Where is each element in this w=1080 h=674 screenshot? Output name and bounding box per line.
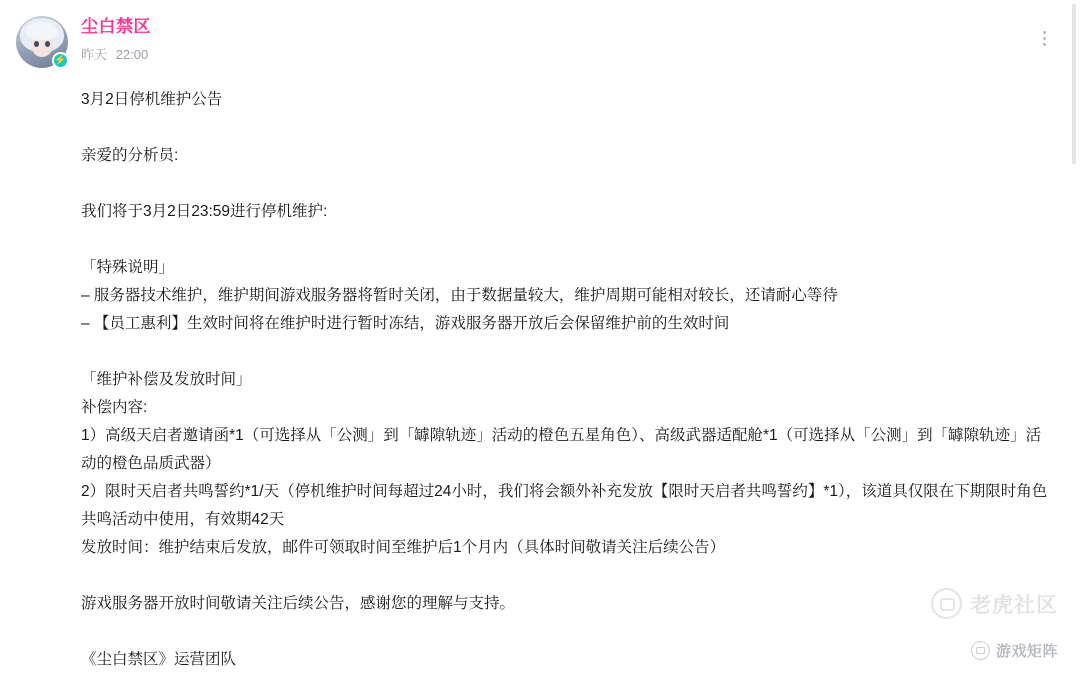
more-dot-3 <box>1043 43 1046 46</box>
more-options-icon[interactable] <box>1034 26 1054 50</box>
post-header-text <box>81 14 1056 64</box>
author-name[interactable]: 尘白禁区 <box>81 17 151 36</box>
post-paragraph-spacer <box>81 226 1056 254</box>
post-paragraph: 1）高级天启者邀请函*1（可选择从「公测」到「罅隙轨迹」活动的橙色五星角色）、高级武器适配舱*1（可选择从「公测」到「罅隙轨迹」活动的橙色品质武器） <box>81 427 1042 472</box>
post-paragraph: 「特殊说明」 <box>81 259 175 276</box>
post-paragraph: 补偿内容: <box>81 399 148 416</box>
watermark-secondary-label: 游戏矩阵 <box>995 643 1058 660</box>
avatar[interactable] <box>16 16 68 68</box>
post-meta <box>81 46 1056 64</box>
post-date: 昨天 <box>81 47 108 62</box>
avatar-bangs-shape <box>26 22 58 40</box>
more-dot-1 <box>1043 31 1046 34</box>
post-paragraph-spacer <box>81 114 1056 142</box>
post-paragraph-spacer <box>81 170 1056 198</box>
post-paragraph: 游戏服务器开放时间敬请关注后续公告，感谢您的理解与支持。 <box>81 595 516 612</box>
post-paragraph: 发放时间：维护结束后发放，邮件可领取时间至维护后1个月内（具体时间敬请关注后续公告） <box>81 539 726 556</box>
post-paragraph: – 服务器技术维护，维护期间游戏服务器将暂时关闭，由于数据量较大，维护周期可能相对较长，还请耐心等待 <box>81 287 838 304</box>
post-paragraph: 亲爱的分析员: <box>81 147 179 164</box>
avatar-eye-left-shape <box>34 41 39 47</box>
scrollbar-track[interactable] <box>1074 0 1078 671</box>
post-paragraph: 3月2日停机维护公告 <box>81 91 223 108</box>
post-paragraph: 2）限时天启者共鸣誓约*1/天（停机维护时间每超过24小时，我们将会额外补充发放【限时天启者共鸣誓约】*1），该道具仅限在下期限时角色共鸣活动中使用，有效期42天 <box>81 483 1048 528</box>
scrollbar-thumb[interactable] <box>1072 4 1076 164</box>
post-body <box>81 86 1056 674</box>
post-paragraph: – 【员工惠利】生效时间将在维护时进行暂时冻结，游戏服务器开放后会保留维护前的生效时间 <box>81 315 730 332</box>
avatar-eye-right-shape <box>45 41 50 47</box>
post-paragraph: 我们将于3月2日23:59进行停机维护: <box>81 203 328 220</box>
post-paragraph: 「维护补偿及发放时间」 <box>81 371 252 388</box>
post-paragraph-spacer <box>81 618 1056 646</box>
post-paragraph: 《尘白禁区》运营团队 <box>81 651 237 668</box>
more-dot-2 <box>1043 37 1046 40</box>
watermark-primary-label: 老虎社区 <box>970 593 1058 617</box>
post-time: 22:00 <box>115 47 149 62</box>
post-paragraph-spacer <box>81 562 1056 590</box>
verified-lightning-icon: ⚡ <box>52 52 69 69</box>
post-header <box>16 14 1056 68</box>
post-paragraph-spacer <box>81 338 1056 366</box>
